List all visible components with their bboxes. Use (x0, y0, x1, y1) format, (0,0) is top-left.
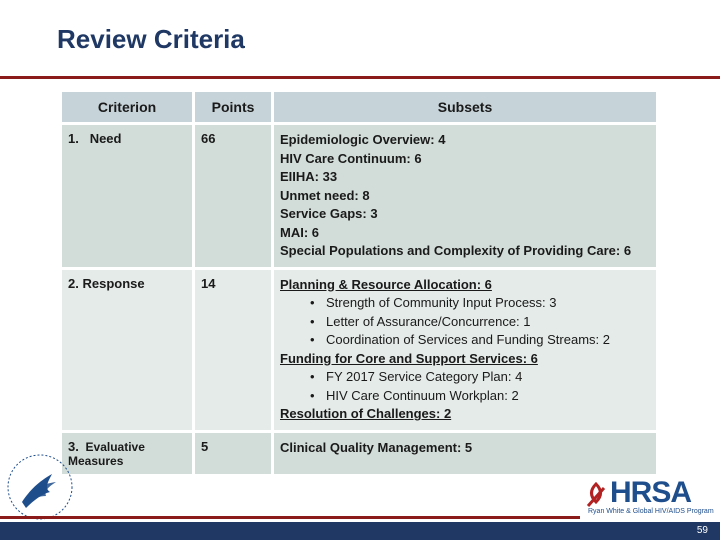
slide-title: Review Criteria (57, 24, 245, 54)
hrsa-subtitle: Ryan White & Global HIV/AIDS Program (588, 508, 714, 515)
hrsa-wordmark: HRSA (610, 476, 692, 509)
table-header-row (62, 92, 656, 124)
header-points: Points (194, 92, 273, 124)
subset-item: MAI: 6 (280, 224, 319, 240)
points-cell: 14 (194, 268, 273, 431)
hrsa-logo (582, 476, 716, 516)
criterion-label-line2: Measures (68, 453, 124, 468)
subset-item: Clinical Quality Management: 5 (280, 439, 473, 455)
bullet-item: • Letter of Assurance/Concurrence: 1 (280, 313, 650, 332)
bullet-item: • Coordination of Services and Funding Streams: 2 (280, 331, 650, 350)
subsets-cell (273, 431, 657, 474)
footer-divider (0, 516, 580, 519)
criteria-table-container (62, 92, 656, 468)
bullet-item: • FY 2017 Service Category Plan: 4 (280, 368, 650, 387)
criterion-label: Need (89, 131, 122, 146)
subsets-cell (273, 124, 657, 269)
criteria-table (62, 92, 656, 474)
criterion-number: 1. (68, 131, 79, 146)
subset-item: Special Populations and Complexity of Providing Care: 6 (280, 243, 632, 258)
hhs-seal-logo (4, 452, 76, 522)
table-row (62, 268, 656, 431)
section-heading: Planning & Resource Allocation: 6 (280, 276, 492, 292)
bullet-item: • HIV Care Continuum Workplan: 2 (280, 387, 650, 406)
criterion-number: 2. (68, 275, 79, 291)
subset-item: HIV Care Continuum: 6 (280, 150, 422, 166)
section-heading: Resolution of Challenges: 2 (280, 406, 452, 421)
bullet-item: • Strength of Community Input Process: 3 (280, 294, 650, 313)
subset-item: EIIHA: 33 (280, 169, 338, 184)
title-divider (0, 76, 720, 79)
subset-item: Unmet need: 8 (280, 187, 370, 203)
criterion-number: 3. (68, 438, 79, 454)
table-row (62, 124, 656, 269)
footer-bar (0, 522, 720, 540)
criterion-label-line1: Evaluative (85, 439, 145, 454)
points-cell: 5 (194, 431, 273, 474)
criterion-label: Response (82, 275, 145, 291)
subset-item: Service Gaps: 3 (280, 206, 378, 221)
header-subsets: Subsets (273, 92, 657, 124)
criterion-cell (62, 268, 194, 431)
page-number: 59 (696, 525, 708, 536)
subsets-cell (273, 268, 657, 431)
section-heading: Funding for Core and Support Services: 6 (280, 350, 538, 366)
criterion-cell (62, 431, 194, 474)
header-criterion: Criterion (62, 92, 194, 124)
subset-item: Epidemiologic Overview: 4 (280, 132, 446, 147)
criterion-cell (62, 124, 194, 269)
table-row (62, 431, 656, 474)
points-cell: 66 (194, 124, 273, 269)
